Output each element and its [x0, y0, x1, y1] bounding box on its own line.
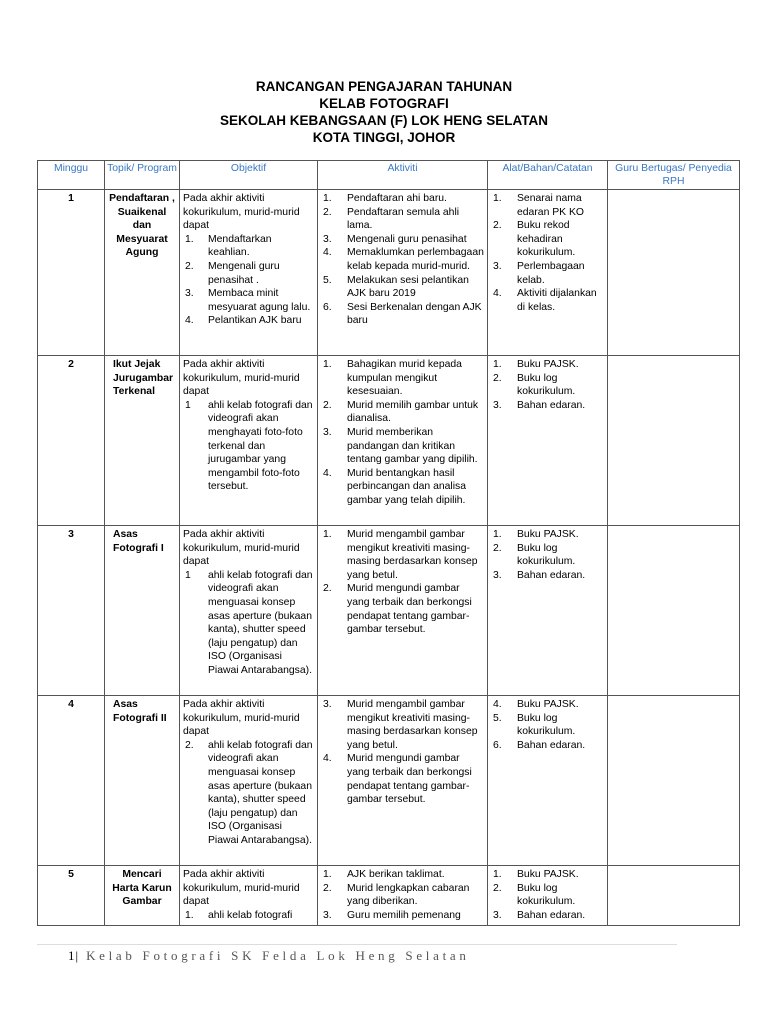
list-text: Senarai nama edaran PK KO: [517, 193, 585, 218]
list-number: 2.: [493, 372, 502, 384]
list-item: [321, 358, 484, 399]
list-item: [183, 739, 314, 848]
list-text: Murid mengambil gambar mengikut kreativiti masing-masing berdasarkan konsep yang betul.: [347, 529, 478, 581]
list-text: Sesi Berkenalan dengan AJK baru: [347, 301, 482, 327]
column-header: Objektif: [180, 161, 318, 190]
list-text: Buku log kokurikulum.: [517, 712, 576, 738]
list-number: 3.: [323, 909, 332, 921]
list-number: 1.: [493, 359, 502, 370]
list-text: Buku PAJSK.: [517, 359, 579, 370]
list-text: Melakukan sesi pelantikan AJK baru 2019: [347, 274, 469, 300]
list-text: Perlembagaan kelab.: [517, 260, 585, 286]
materials-cell: [488, 696, 608, 866]
list-item: [491, 739, 604, 753]
list-item: [491, 542, 604, 569]
teacher-cell: [608, 356, 740, 526]
title-line-3: SEKOLAH KEBANGSAAN (F) LOK HENG SELATAN: [220, 113, 548, 128]
list-item: [183, 233, 314, 260]
document-title: [0, 78, 768, 146]
title-line-4: KOTA TINGGI, JOHOR: [312, 130, 456, 145]
list-number: 1.: [493, 193, 502, 204]
activity-cell: [318, 866, 488, 926]
list-number: 3.: [323, 426, 332, 438]
list-number: 3.: [323, 699, 332, 710]
list-number: 4.: [185, 315, 194, 327]
list-text: Memaklumkan perlembagaan kelab kepada murid-murid.: [347, 247, 484, 272]
list-text: Pendaftaran semula ahli lama.: [347, 206, 460, 232]
objective-intro: Pada akhir aktiviti kokurikulum, murid-murid dapat: [183, 359, 300, 398]
list-text: Buku log kokurikulum.: [517, 372, 576, 398]
topic-cell: Asas Fotografi I: [105, 526, 180, 696]
list-number: 6.: [323, 301, 332, 313]
list-number: 1.: [185, 233, 194, 245]
list-text: Aktiviti dijalankan di kelas.: [517, 288, 597, 313]
list-text: ahli kelab fotografi dan videografi akan menghayati foto-foto terkenal dan jurugambar yang mengambil foto-foto tersebut.: [208, 399, 313, 493]
objective-intro: Pada akhir aktiviti kokurikulum, murid-murid dapat: [183, 193, 300, 232]
activity-cell: [318, 696, 488, 866]
column-header: Guru Bertugas/ Penyedia RPH: [608, 161, 740, 190]
list-number: 1.: [323, 869, 332, 880]
footer-separator: |: [75, 948, 80, 963]
list-item: [183, 399, 314, 494]
column-header: Aktiviti: [318, 161, 488, 190]
objective-cell: [180, 190, 318, 356]
list-number: 3.: [493, 260, 502, 272]
objective-cell: [180, 356, 318, 526]
list-number: 4.: [323, 247, 332, 259]
column-header: Alat/Bahan/Catatan: [488, 161, 608, 190]
list-number: 3.: [493, 569, 502, 581]
list-item: [321, 882, 484, 909]
list-text: Murid mengambil gambar mengikut kreativiti masing-masing berdasarkan konsep yang betul.: [347, 699, 478, 751]
week-number: 3: [38, 526, 105, 696]
column-header: Minggu: [38, 161, 105, 190]
list-text: Buku log kokurikulum.: [517, 542, 576, 568]
list-item: [183, 569, 314, 678]
materials-cell: [488, 356, 608, 526]
footer-rule: [37, 944, 677, 945]
list-item: [321, 528, 484, 582]
objective-cell: [180, 696, 318, 866]
list-number: 1: [185, 569, 191, 581]
list-item: [321, 467, 484, 508]
yearly-plan-table: [37, 160, 740, 926]
list-number: 2.: [493, 882, 502, 894]
list-text: Murid lengkapkan cabaran yang diberikan.: [347, 882, 470, 908]
list-number: 4.: [323, 467, 332, 479]
list-item: [491, 528, 604, 542]
objective-cell: [180, 866, 318, 926]
list-number: 1.: [493, 869, 502, 880]
list-number: 1.: [493, 529, 502, 540]
list-number: 1.: [323, 529, 332, 540]
list-number: 1.: [185, 909, 194, 921]
list-number: 2.: [323, 399, 332, 411]
list-text: Murid memberikan pandangan dan kritikan tentang gambar yang dipilih.: [347, 426, 478, 466]
week-number: 5: [38, 866, 105, 926]
topic-cell: Pendaftaran , Suaikenal dan Mesyuarat Agung: [105, 190, 180, 356]
table-header-row: [38, 161, 740, 190]
list-item: [321, 246, 484, 273]
table-row: [38, 356, 740, 526]
list-item: [321, 752, 484, 806]
list-item: [491, 868, 604, 882]
teacher-cell: [608, 526, 740, 696]
list-item: [321, 399, 484, 426]
list-text: AJK berikan taklimat.: [347, 869, 445, 880]
table-row: [38, 190, 740, 356]
list-item: [183, 287, 314, 314]
list-text: Buku PAJSK.: [517, 529, 579, 540]
list-item: [321, 909, 484, 923]
list-number: 2.: [185, 260, 194, 272]
list-number: 2.: [323, 206, 332, 218]
title-line-1: RANCANGAN PENGAJARAN TAHUNAN: [255, 79, 513, 94]
list-item: [321, 274, 484, 301]
list-text: Bahan edaran.: [517, 909, 586, 921]
list-text: Murid mengundi gambar yang terbaik dan berkongsi pendapat tentang gambar-gambar tersebut.: [347, 753, 472, 806]
week-number: 4: [38, 696, 105, 866]
list-item: [491, 712, 604, 739]
list-text: Buku PAJSK.: [517, 699, 579, 710]
list-item: [321, 206, 484, 233]
list-text: Mengenali guru penasihat: [347, 233, 467, 245]
list-item: [491, 569, 604, 583]
activity-cell: [318, 190, 488, 356]
list-item: [183, 314, 314, 328]
list-item: [491, 358, 604, 372]
page-number: 1: [68, 948, 76, 963]
list-item: [321, 868, 484, 882]
table-row: [38, 696, 740, 866]
teacher-cell: [608, 190, 740, 356]
list-text: Buku PAJSK.: [517, 869, 579, 880]
title-line-2: KELAB FOTOGRAFI: [319, 96, 449, 111]
list-item: [491, 260, 604, 287]
week-number: 2: [38, 356, 105, 526]
list-item: [491, 909, 604, 923]
list-text: Membaca minit mesyuarat agung lalu.: [208, 288, 311, 313]
list-text: Buku log kokurikulum.: [517, 882, 576, 908]
list-number: 5.: [493, 712, 502, 724]
objective-intro: Pada akhir aktiviti kokurikulum, murid-murid dapat: [183, 699, 300, 738]
list-number: 1.: [323, 359, 332, 370]
list-item: [321, 426, 484, 467]
list-text: ahli kelab fotografi dan videografi akan menguasai konsep asas aperture (bukaan kanta), shutter speed (laju pengatup) dan ISO (Organisasi Piawai Antarabangsa).: [208, 569, 313, 676]
list-item: [491, 372, 604, 399]
list-text: Bahan edaran.: [517, 739, 586, 751]
objective-intro: Pada akhir aktiviti kokurikulum, murid-murid dapat: [183, 869, 300, 908]
list-number: 3.: [493, 399, 502, 411]
table-row: [38, 526, 740, 696]
activity-cell: [318, 356, 488, 526]
list-text: Guru memilih pemenang: [347, 909, 461, 921]
list-text: Pelantikan AJK baru: [208, 315, 302, 327]
objective-cell: [180, 526, 318, 696]
list-item: [321, 582, 484, 636]
topic-cell: Ikut Jejak Jurugambar Terkenal: [105, 356, 180, 526]
list-number: 4.: [493, 288, 502, 300]
list-item: [491, 882, 604, 909]
list-text: Mengenali guru penasihat .: [208, 260, 280, 286]
teacher-cell: [608, 866, 740, 926]
materials-cell: [488, 526, 608, 696]
list-number: 2.: [493, 542, 502, 554]
teacher-cell: [608, 696, 740, 866]
list-number: 2.: [323, 882, 332, 894]
materials-cell: [488, 866, 608, 926]
list-item: [321, 301, 484, 328]
list-text: ahli kelab fotografi dan videografi akan menguasai konsep asas aperture (bukaan kanta), shutter speed (laju pengatup) dan ISO (Organisasi Piawai Antarabangsa).: [208, 739, 313, 846]
topic-cell: Mencari Harta Karun Gambar: [105, 866, 180, 926]
activity-cell: [318, 526, 488, 696]
list-text: Bahan edaran.: [517, 569, 586, 581]
list-number: 3.: [185, 288, 194, 300]
objective-intro: Pada akhir aktiviti kokurikulum, murid-murid dapat: [183, 529, 300, 568]
list-text: Murid mengundi gambar yang terbaik dan berkongsi pendapat tentang gambar-gambar tersebut.: [347, 583, 472, 636]
page-footer: [68, 948, 470, 964]
column-header: Topik/ Program: [105, 161, 180, 190]
list-item: [321, 192, 484, 206]
list-item: [491, 698, 604, 712]
list-number: 1: [185, 399, 191, 411]
list-text: Murid bentangkan hasil perbincangan dan analisa gambar yang telah dipilih.: [347, 467, 467, 506]
list-number: 3.: [323, 233, 332, 245]
list-item: [491, 192, 604, 219]
list-number: 2.: [323, 583, 332, 595]
list-item: [321, 233, 484, 247]
list-text: Bahan edaran.: [517, 399, 586, 411]
list-number: 5.: [323, 274, 332, 286]
list-item: [491, 219, 604, 260]
week-number: 1: [38, 190, 105, 356]
list-number: 3.: [493, 909, 502, 921]
topic-cell: Asas Fotografi II: [105, 696, 180, 866]
list-item: [491, 399, 604, 413]
table-row: [38, 866, 740, 926]
list-item: [491, 287, 604, 314]
list-text: Murid memilih gambar untuk dianalisa.: [347, 399, 479, 425]
list-text: Buku rekod kehadiran kokurikulum.: [517, 220, 576, 259]
list-item: [321, 698, 484, 752]
list-number: 1.: [323, 193, 332, 204]
list-text: Mendaftarkan keahlian.: [208, 233, 272, 259]
footer-text: Kelab Fotografi SK Felda Lok Heng Selatan: [86, 948, 470, 963]
list-text: ahli kelab fotografi: [208, 909, 293, 921]
materials-cell: [488, 190, 608, 356]
list-number: 2.: [185, 739, 194, 751]
list-text: Bahagikan murid kepada kumpulan mengikut kesesuaian.: [347, 359, 462, 398]
list-item: [183, 909, 314, 923]
list-number: 4.: [323, 753, 332, 765]
list-item: [183, 260, 314, 287]
list-number: 2.: [493, 220, 502, 232]
list-number: 6.: [493, 739, 502, 751]
list-number: 4.: [493, 699, 502, 710]
list-text: Pendaftaran ahi baru.: [347, 193, 447, 204]
